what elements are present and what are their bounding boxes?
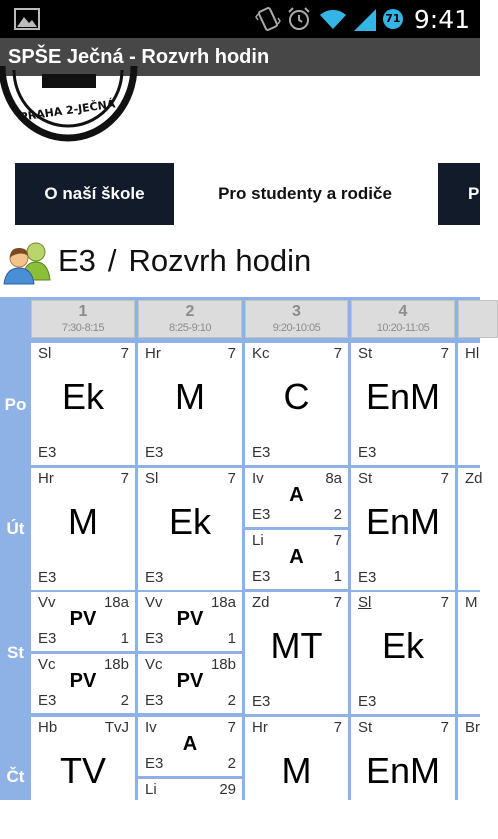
lesson-cell[interactable] (138, 468, 242, 590)
lesson-teacher: Vc (38, 656, 56, 673)
lesson-cell[interactable] (31, 717, 135, 839)
lesson-teacher: Sl (358, 594, 372, 611)
lesson-room: 18a (103, 594, 129, 611)
lesson-cell[interactable] (245, 592, 348, 714)
lesson-class: E3 (145, 630, 164, 647)
lesson-class: E3 (252, 444, 271, 461)
day-label: Čt (6, 767, 25, 786)
lesson-room: 7 (120, 345, 129, 362)
lesson-cell[interactable] (31, 592, 135, 651)
lesson-class: E3 (145, 444, 164, 461)
lesson-subject: M (175, 376, 205, 417)
lesson-room: 7 (333, 719, 342, 736)
lesson-cell[interactable] (351, 717, 455, 839)
lesson-room: 8a (325, 470, 342, 487)
lesson-class: E3 (38, 630, 57, 647)
lesson-class: E3 (358, 444, 377, 461)
lesson-subject: A (289, 546, 304, 568)
day-label: Út (6, 519, 25, 538)
lesson-subject: M (281, 750, 312, 791)
people-icon (2, 238, 54, 284)
page-heading (0, 236, 311, 286)
clock: 9:41 (413, 4, 470, 34)
lesson-teacher: Hr (145, 345, 161, 362)
lesson-teacher: Hr (38, 470, 54, 487)
nav-students-parents[interactable]: Pro studenty a rodiče (200, 163, 410, 225)
lesson-class: E3 (145, 569, 164, 586)
lesson-group-number: 1 (120, 630, 129, 647)
logo-text: PRAHA 2-JEČNÁ (18, 97, 117, 124)
lesson-room: TvJ (104, 719, 129, 736)
lesson-room: 7 (227, 719, 236, 736)
lesson-teacher: Vv (38, 594, 56, 611)
lesson-teacher: St (358, 345, 373, 362)
status-icons (256, 4, 470, 34)
lesson-teacher: Hl (465, 345, 480, 362)
lesson-subject: EnM (365, 376, 441, 417)
lesson-subject: PV (176, 670, 204, 692)
lesson-room: 7 (333, 594, 342, 611)
battery-icon (382, 6, 404, 32)
lesson-room: 7 (227, 345, 236, 362)
lesson-teacher: Sl (38, 345, 52, 362)
lesson-group-number: 2 (227, 692, 236, 709)
lesson-subject: TV (59, 750, 106, 791)
lesson-subject: PV (176, 608, 204, 630)
lesson-cell[interactable] (138, 717, 242, 776)
nav-third-item[interactable]: P (438, 163, 480, 225)
lesson-teacher: Hr (252, 719, 268, 736)
lesson-subject: EnM (365, 501, 441, 542)
period-header: 1 7:30-8:15 (31, 300, 135, 338)
lesson-group-number: 1 (227, 630, 236, 647)
lesson-cell[interactable] (351, 468, 455, 590)
lesson-room: 7 (227, 470, 236, 487)
lesson-room: 18b (103, 656, 129, 673)
school-logo[interactable] (0, 76, 140, 138)
lesson-cell[interactable] (245, 343, 348, 465)
signal-icon (354, 7, 376, 31)
lesson-subject: Ek (61, 376, 104, 417)
lesson-cell[interactable] (458, 468, 498, 590)
lesson-cell[interactable] (458, 343, 498, 465)
lesson-cell[interactable] (138, 592, 242, 651)
lesson-class: E3 (145, 755, 164, 772)
lesson-group-number: 2 (227, 755, 236, 772)
lesson-class: E3 (358, 693, 377, 710)
lesson-subject: PV (69, 670, 97, 692)
lesson-teacher: Vv (145, 594, 163, 611)
lesson-class: E3 (358, 569, 377, 586)
lesson-cell[interactable] (138, 654, 242, 713)
period-header: 2 8:25-9:10 (138, 300, 242, 338)
page-title: Rozvrh hodin (128, 243, 312, 278)
lesson-group-number: 1 (333, 568, 342, 585)
lesson-cell[interactable] (138, 343, 242, 465)
period-header: 4 10:20-11:05 (351, 300, 455, 338)
lesson-cell[interactable] (458, 717, 498, 839)
lesson-subject: C (283, 376, 310, 417)
lesson-cell[interactable] (31, 343, 135, 465)
lesson-teacher: Li (145, 781, 157, 798)
lesson-class: E3 (252, 693, 271, 710)
day-column (0, 297, 31, 800)
vibrate-icon (256, 6, 280, 32)
period-header-partial (458, 300, 498, 338)
lesson-room: 29 (219, 781, 236, 798)
alarm-icon (286, 6, 312, 32)
status-bar (0, 0, 480, 38)
lesson-room: 7 (333, 532, 342, 549)
lesson-teacher: Iv (252, 470, 264, 487)
lesson-room: 7 (440, 719, 449, 736)
lesson-class: E3 (38, 569, 57, 586)
nav-about-school[interactable]: O naší škole (15, 163, 174, 225)
lesson-teacher: Hb (38, 719, 58, 736)
lesson-subject: EnM (365, 750, 441, 791)
lesson-teacher: Kc (252, 345, 270, 362)
lesson-teacher: St (358, 719, 373, 736)
period-header: 3 9:20-10:05 (245, 300, 348, 338)
lesson-room: 18a (210, 594, 236, 611)
battery-level: 71 (385, 12, 401, 25)
lesson-class: E3 (38, 692, 57, 709)
lesson-teacher: Zd (465, 470, 483, 487)
lesson-cell[interactable] (245, 468, 348, 527)
lesson-subject: MT (270, 625, 323, 666)
lesson-class: E3 (38, 444, 57, 461)
lesson-cell[interactable] (245, 717, 348, 839)
lesson-group-number: 2 (333, 506, 342, 523)
app-title: SPŠE Ječná - Rozvrh hodin (8, 46, 270, 68)
class-name: E3 (58, 243, 96, 278)
lesson-teacher: Zd (252, 594, 270, 611)
lesson-teacher: Sl (145, 470, 159, 487)
lesson-cell[interactable] (351, 343, 455, 465)
lesson-room: 7 (440, 594, 449, 611)
lesson-teacher: Li (252, 532, 264, 549)
lesson-room: 18b (210, 656, 236, 673)
lesson-cell[interactable] (138, 779, 242, 838)
lesson-group-number: 2 (120, 692, 129, 709)
lesson-class: E3 (145, 692, 164, 709)
lesson-cell[interactable] (245, 530, 348, 589)
lesson-subject: A (182, 733, 198, 755)
day-label: St (7, 643, 24, 662)
day-label: Po (4, 395, 27, 414)
main-nav (0, 163, 480, 225)
lesson-room: 7 (440, 345, 449, 362)
app-title-bar (0, 38, 480, 76)
lesson-cell[interactable] (31, 654, 135, 713)
lesson-subject: PV (69, 608, 97, 630)
lesson-room: 7 (120, 470, 129, 487)
lesson-teacher: St (358, 470, 373, 487)
heading-separator: / (107, 243, 117, 278)
lesson-cell[interactable] (458, 592, 498, 714)
lesson-teacher: M (465, 594, 478, 611)
lesson-class: E3 (252, 568, 271, 585)
lesson-subject: Ek (381, 625, 424, 666)
lesson-subject: M (68, 501, 98, 542)
lesson-subject: A (289, 484, 304, 506)
lesson-room: 7 (440, 470, 449, 487)
wifi-icon (318, 7, 348, 31)
gallery-notification-icon (14, 8, 40, 30)
timetable (0, 297, 483, 800)
lesson-class: E3 (252, 506, 271, 523)
lesson-subject: Ek (168, 501, 211, 542)
lesson-teacher: Iv (145, 719, 157, 736)
lesson-teacher: Br (465, 719, 480, 736)
lesson-cell[interactable] (351, 592, 455, 714)
lesson-teacher: Vc (145, 656, 163, 673)
lesson-room: 7 (333, 345, 342, 362)
lesson-cell[interactable] (31, 468, 135, 590)
